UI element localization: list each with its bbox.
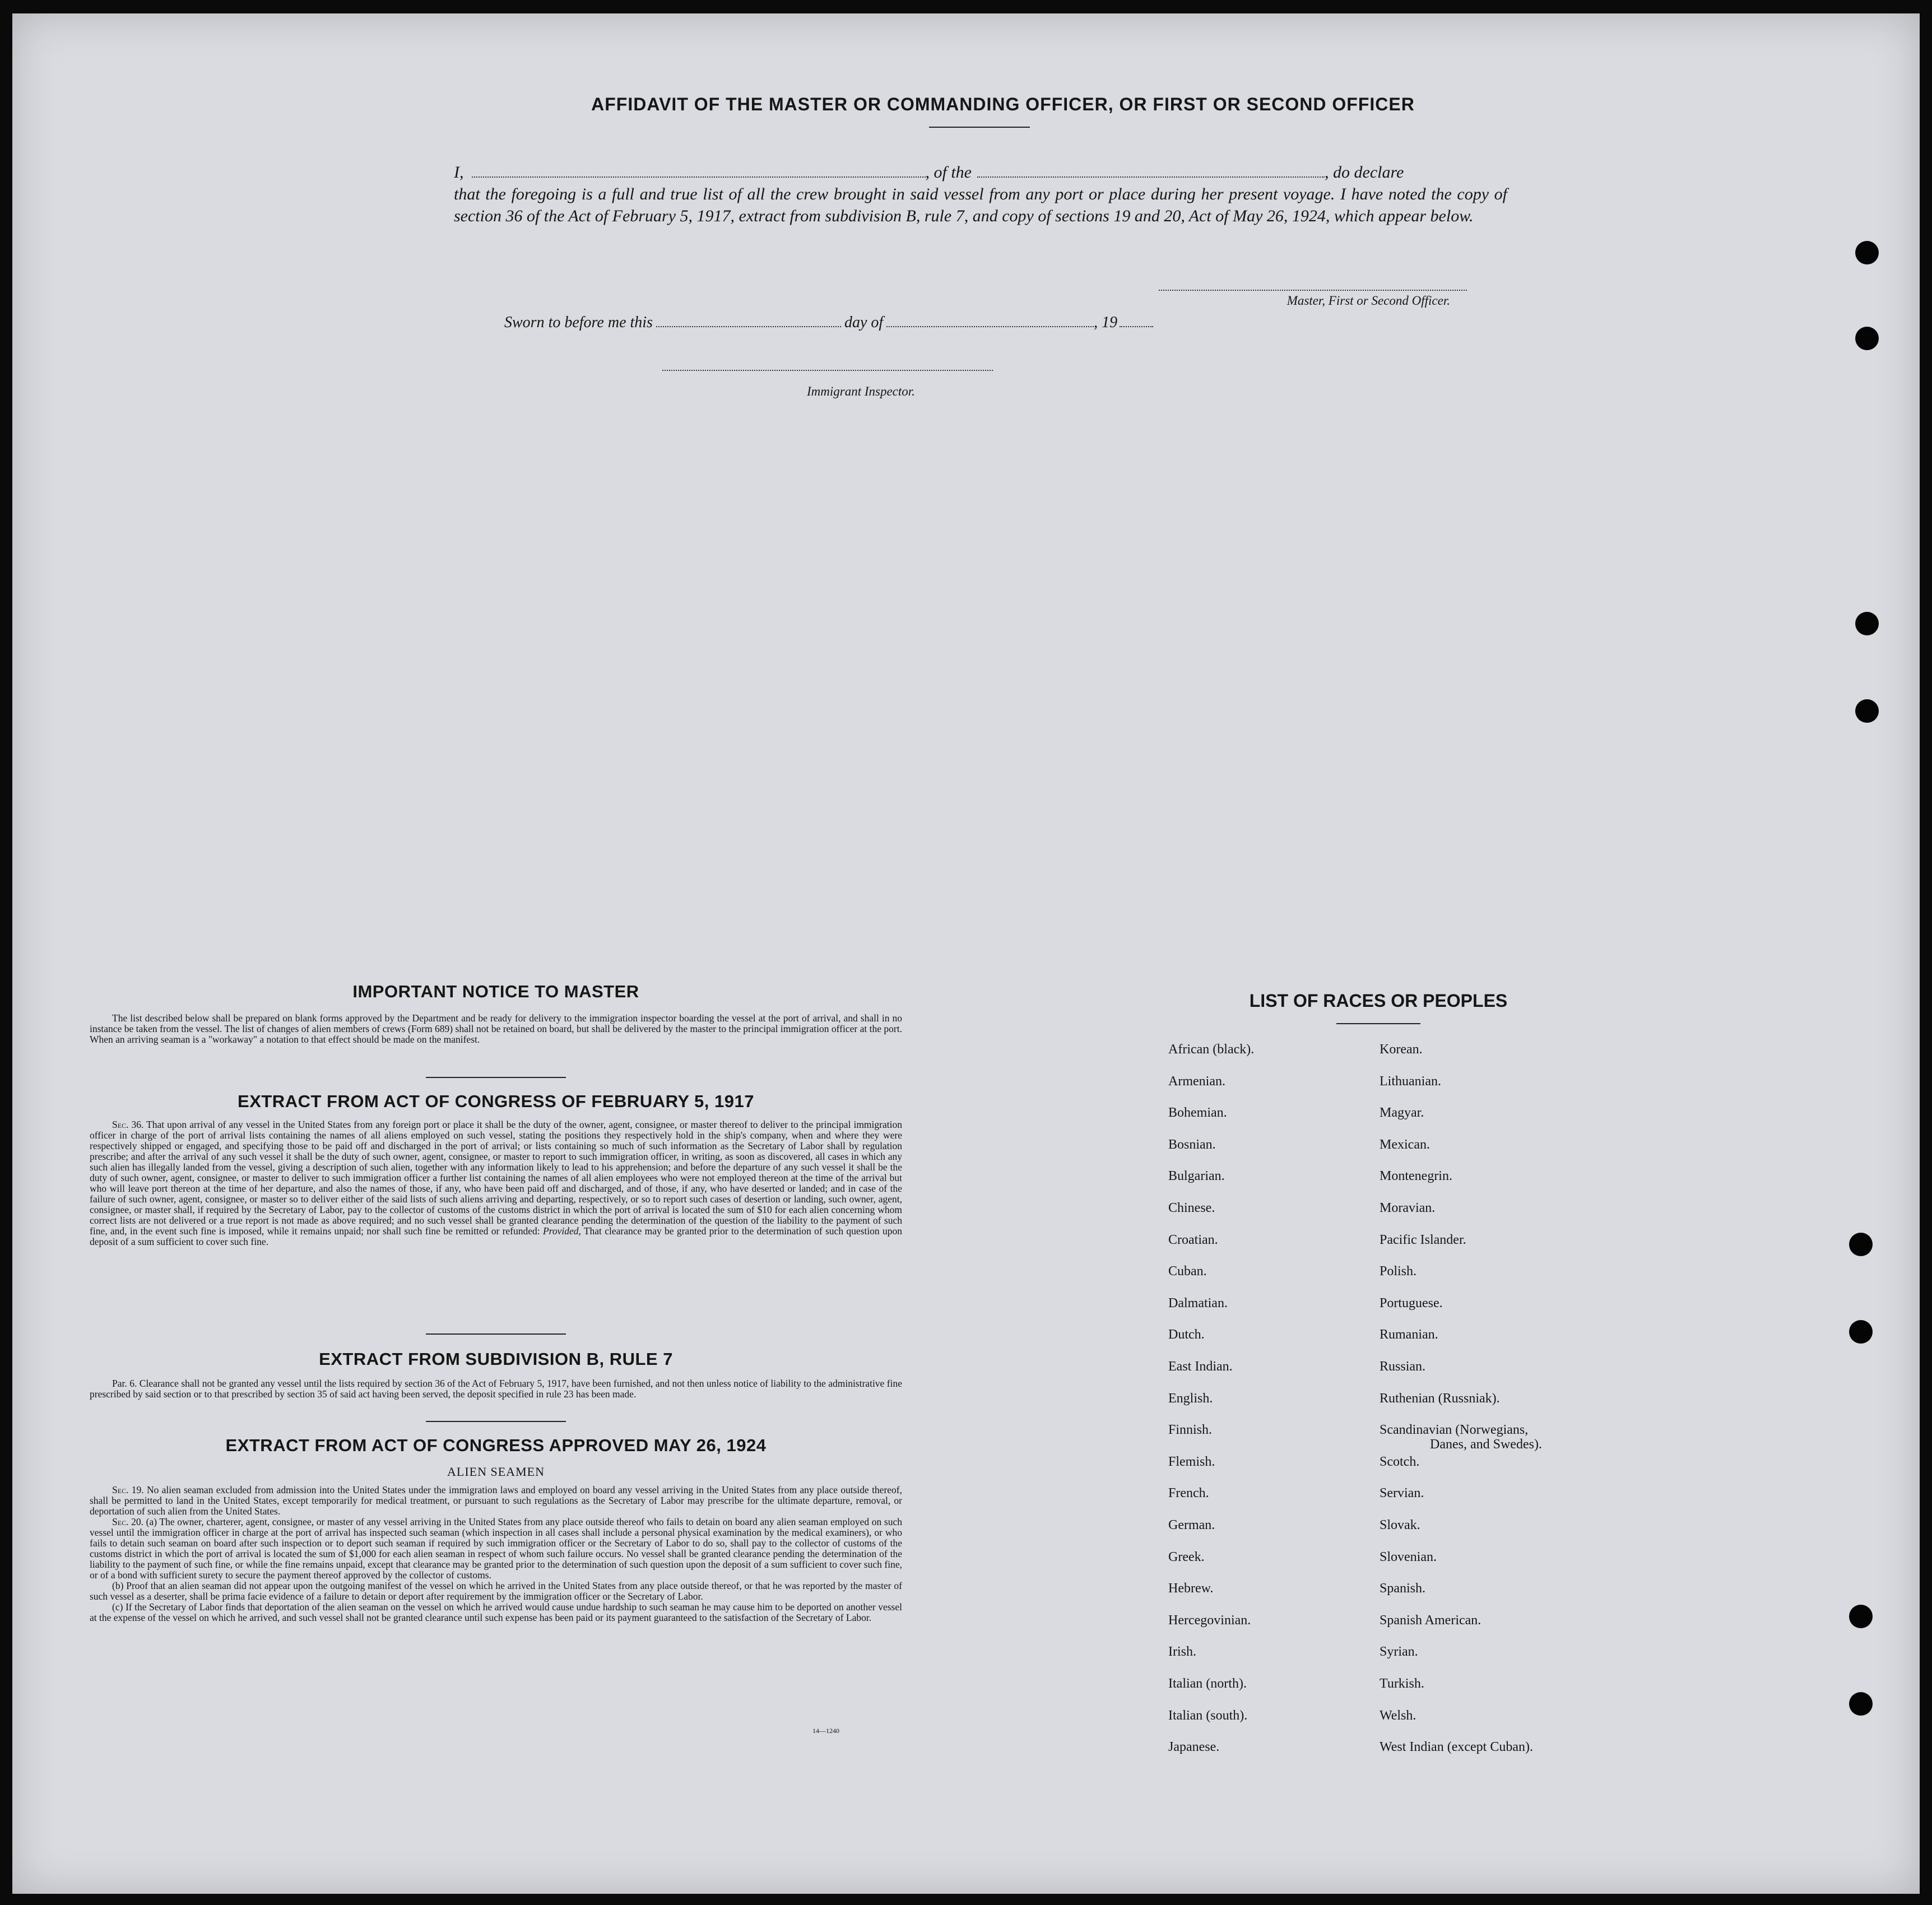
extract-rule7-body: Par. 6. Clearance shall not be granted any vessel until the lists required by section 36 of the Act of February 5, 1917, have been furnished, and not then unless notice of liability to the administrative fine prescribed by said section or to that prescribed by section 35 of said act having been served, the deposit specified in rule 23 has been made. bbox=[90, 1378, 902, 1400]
race-item: Mexican. bbox=[1380, 1137, 1430, 1152]
sworn-day-of: day of bbox=[844, 314, 884, 331]
punch-hole bbox=[1855, 612, 1879, 635]
notice-body: The list described below shall be prepared on blank forms approved by the Department and be ready for delivery to the immigration inspector boarding the vessel at the port of arrival, and shall in no instance be taken from the vessel. The list of changes of alien members of crews (Form 689) shall not be retained on board, but shall be delivered by the master to the principal immigration officer at the port. When an arriving seaman is a "workaway" a notation to that effect should be made on the manifest. bbox=[90, 1012, 902, 1045]
sec20a-paragraph bbox=[90, 1517, 902, 1581]
affidavit-of-the: , of the bbox=[925, 163, 972, 182]
affidavit-body bbox=[454, 161, 1507, 227]
race-item: Finnish. bbox=[1168, 1423, 1213, 1438]
sworn-prefix: Sworn to before me this bbox=[504, 314, 653, 331]
race-item: East Indian. bbox=[1168, 1359, 1233, 1374]
sec20c-paragraph: (c) If the Secretary of Labor finds that deportation of the alien seaman on the vessel on which he arrived would cause undue hardship to such seaman he may cause him to be deported on another vessel at the expense of the vessel on which he arrived, and such vessel shall not be granted clearance until such expense has been paid or its payment guaranteed to the satisfaction of the Secretary of Labor. bbox=[90, 1601, 902, 1623]
race-item: Rumanian. bbox=[1380, 1327, 1438, 1342]
race-item: English. bbox=[1168, 1391, 1213, 1406]
race-item: Bohemian. bbox=[1168, 1105, 1227, 1121]
punch-hole bbox=[1855, 241, 1879, 264]
master-name-field[interactable] bbox=[472, 176, 926, 178]
sec20-label: Sec. 20. bbox=[112, 1516, 143, 1527]
race-item: Croatian. bbox=[1168, 1232, 1218, 1247]
punch-hole bbox=[1855, 699, 1879, 723]
race-item: Bulgarian. bbox=[1168, 1169, 1225, 1184]
races-title-divider bbox=[1336, 1023, 1420, 1024]
master-signature-caption: Master, First or Second Officer. bbox=[1287, 294, 1450, 308]
race-item: German. bbox=[1168, 1518, 1215, 1532]
race-item: Dalmatian. bbox=[1168, 1295, 1228, 1311]
extract-1917-body bbox=[90, 1119, 902, 1247]
race-item: French. bbox=[1168, 1486, 1209, 1501]
section-divider bbox=[426, 1421, 566, 1422]
affidavit-do-declare: , do declare bbox=[1325, 163, 1404, 182]
sec19-text: No alien seaman excluded from admission into the United States under the immigration laws and employed on board any vessel arriving in the United States from any place outside thereof, shall be permitted to land in the United States, except temporarily for medical treatment, or pursuant to such regulations as the Secretary of Labor may prescribe for the ultimate departure, removal, or deportation of such alien from the United States. bbox=[90, 1484, 902, 1517]
race-item: Cuban. bbox=[1168, 1264, 1207, 1279]
race-item: Moravian. bbox=[1380, 1201, 1436, 1215]
race-item: Polish. bbox=[1380, 1264, 1417, 1279]
extract-1917-title: EXTRACT FROM ACT OF CONGRESS OF FEBRUARY 5, 1917 bbox=[238, 1091, 754, 1111]
race-item: Hebrew. bbox=[1168, 1581, 1214, 1596]
race-item: Scandinavian (Norwegians, bbox=[1380, 1423, 1529, 1438]
race-item: Servian. bbox=[1380, 1486, 1424, 1501]
race-item: Armenian. bbox=[1168, 1074, 1225, 1089]
affidavit-i-label: I, bbox=[454, 163, 464, 182]
sec19-paragraph bbox=[90, 1485, 902, 1517]
sec36-text: That upon arrival of any vessel in the United States from any foreign port or place it shall be the duty of the owner, agent, consignee, or master thereof to deliver to the principal immigration officer in charge of the port of arrival lists containing the names of all aliens employed on such vessel, stating the positions they respectively hold in the ship's company, when and where they were respectively shipped or engaged, and specifying those to be paid off and discharged in the port of arrival; or lists containing so much of such information as the Secretary of Labor shall by regulation prescribe; and after the arrival of any such vessel it shall be the duty of such owner, agent, consignee, or master to report to such immigration officer, in writing, as soon as discovered, all cases in which any such alien has illegally landed from the vessel, giving a description of such alien, together with any information likely to lead to his apprehension; and before the departure of any such vessel it shall be the duty of such owner, agent, consignee, or master to deliver to such immigration officer a further list containing the names of all alien employees who were not employed thereon at the time of the arrival but who will leave port thereon at the time of her departure, and also the names of those, if any, who have been paid off and discharged, and of those, if any, who have deserted or landed; and in case of the failure of such owner, agent, consignee, or master so to deliver either of the said lists of such aliens arriving and departing, respectively, or so to report such cases of desertion or landing, such owner, agent, consignee, or master shall, if required by the Secretary of Labor, pay to the collector of customs of the customs district in which the port of arrival is located the sum of $10 for each alien concerning whom correct lists are not delivered or a true report is not made as above required; and no such vessel shall be granted clearance pending the determination of the question of the liability to the payment of such fine, and, in the event such fine is imposed, while it remains unpaid; nor shall such fine be remitted or refunded: bbox=[90, 1119, 902, 1237]
race-item: Magyar. bbox=[1380, 1105, 1424, 1121]
race-item: Japanese. bbox=[1168, 1740, 1220, 1755]
sworn-line bbox=[504, 314, 1153, 332]
extract-1924-body bbox=[90, 1485, 902, 1623]
race-item: Greek. bbox=[1168, 1549, 1205, 1564]
sworn-year-field[interactable] bbox=[1120, 326, 1153, 327]
race-item: Bosnian. bbox=[1168, 1137, 1216, 1152]
section-divider bbox=[426, 1334, 566, 1335]
punch-hole bbox=[1849, 1692, 1873, 1716]
race-item: Slovak. bbox=[1380, 1518, 1420, 1532]
sworn-month-field[interactable] bbox=[886, 326, 1094, 327]
race-item: Korean. bbox=[1380, 1042, 1423, 1057]
race-item: Irish. bbox=[1168, 1644, 1196, 1660]
inspector-caption: Immigrant Inspector. bbox=[807, 384, 915, 398]
race-item: Syrian. bbox=[1380, 1644, 1418, 1660]
race-item: Spanish American. bbox=[1380, 1613, 1481, 1628]
race-item: Flemish. bbox=[1168, 1454, 1215, 1469]
race-item: Pacific Islander. bbox=[1380, 1232, 1466, 1247]
inspector-signature-line[interactable] bbox=[662, 370, 993, 371]
race-item: Hercegovinian. bbox=[1168, 1613, 1251, 1628]
sec19-label: Sec. 19. bbox=[112, 1484, 144, 1495]
form-number: 14—1240 bbox=[812, 1727, 839, 1735]
race-item: Welsh. bbox=[1380, 1708, 1417, 1723]
race-item: African (black). bbox=[1168, 1042, 1255, 1057]
race-item: Dutch. bbox=[1168, 1327, 1205, 1342]
race-item: Italian (north). bbox=[1168, 1676, 1247, 1691]
race-item: Spanish. bbox=[1380, 1581, 1426, 1596]
vessel-name-field[interactable] bbox=[977, 176, 1325, 178]
sworn-day-field[interactable] bbox=[656, 326, 841, 327]
sworn-year: , 19 bbox=[1094, 314, 1118, 331]
race-item: Turkish. bbox=[1380, 1676, 1424, 1691]
sec20a-text: (a) The owner, charterer, agent, consignee, or master of any vessel arriving in the United States from any place outside thereof who fails to detain on board any alien seaman employed on such vessel until the immigration officer in charge at the port of arrival has inspected such seaman (which inspection in all cases shall include a personal physical examination by the medical examiners), or who fails to detain such seaman on board after such inspection or to deport such seaman if required by such immigration officer or the Secretary of Labor to do so, shall pay to the collector of customs of the customs district in which the port of arrival is located the sum of $1,000 for each alien seaman in respect of whom such failure occurs. No vessel shall be granted clearance pending the determination of the liability to the payment of such fine, or while the fine remains unpaid, except that clearance may be granted prior to the determination of such question upon the deposit of a sum sufficient to cover such fine, or of a bond with sufficient surety to secure the payment thereof approved by the collector of customs. bbox=[90, 1516, 902, 1581]
punch-hole bbox=[1855, 327, 1879, 350]
alien-seamen-subtitle: ALIEN SEAMEN bbox=[447, 1465, 545, 1479]
extract-rule7-title: EXTRACT FROM SUBDIVISION B, RULE 7 bbox=[319, 1349, 673, 1369]
extract-1924-title: EXTRACT FROM ACT OF CONGRESS APPROVED MAY 26, 1924 bbox=[225, 1435, 767, 1455]
races-title: LIST OF RACES OR PEOPLES bbox=[1249, 991, 1508, 1011]
punch-hole bbox=[1849, 1320, 1873, 1344]
race-item: Slovenian. bbox=[1380, 1549, 1437, 1564]
notice-title: IMPORTANT NOTICE TO MASTER bbox=[352, 982, 639, 1001]
sec36-text-end: That clearance may be granted prior to the determination of such question upon deposit of a sum sufficient to cover such fine. bbox=[90, 1225, 903, 1247]
race-item-continuation: Danes, and Swedes). bbox=[1430, 1437, 1542, 1452]
affidavit-title: AFFIDAVIT OF THE MASTER OR COMMANDING OFFICER, OR FIRST OR SECOND OFFICER bbox=[591, 94, 1415, 114]
race-item: Chinese. bbox=[1168, 1201, 1215, 1215]
race-item: West Indian (except Cuban). bbox=[1380, 1740, 1533, 1755]
sec36-provided: Provided, bbox=[542, 1225, 581, 1237]
sec36-label: Sec. 36. bbox=[112, 1119, 144, 1130]
race-item: Italian (south). bbox=[1168, 1708, 1248, 1723]
race-item: Scotch. bbox=[1380, 1454, 1420, 1469]
race-item: Russian. bbox=[1380, 1359, 1426, 1374]
section-divider bbox=[426, 1077, 566, 1078]
race-item: Portuguese. bbox=[1380, 1295, 1443, 1311]
title-divider bbox=[929, 127, 1030, 128]
punch-hole bbox=[1849, 1605, 1873, 1628]
race-item: Lithuanian. bbox=[1380, 1074, 1441, 1089]
affidavit-statement: that the foregoing is a full and true list of all the crew brought in said vessel from any port or place during her present voyage. I have noted the copy of section 36 of the Act of February 5, 1917, extract from subdivision B, rule 7, and copy of sections 19 and 20, Act of May 26, 1924, which appear below. bbox=[454, 185, 1507, 225]
race-item: Ruthenian (Russniak). bbox=[1380, 1391, 1500, 1406]
sec20b-paragraph: (b) Proof that an alien seaman did not appear upon the outgoing manifest of the vessel on which he arrived in the United States from any place outside thereof, or that he was reported by the master of such vessel as a deserter, shall be prima facie evidence of a failure to detain or deport after requirement by the immigration officer or the Secretary of Labor. bbox=[90, 1580, 902, 1602]
master-signature-line[interactable] bbox=[1159, 290, 1467, 291]
punch-hole bbox=[1849, 1233, 1873, 1256]
race-item: Montenegrin. bbox=[1380, 1169, 1452, 1184]
